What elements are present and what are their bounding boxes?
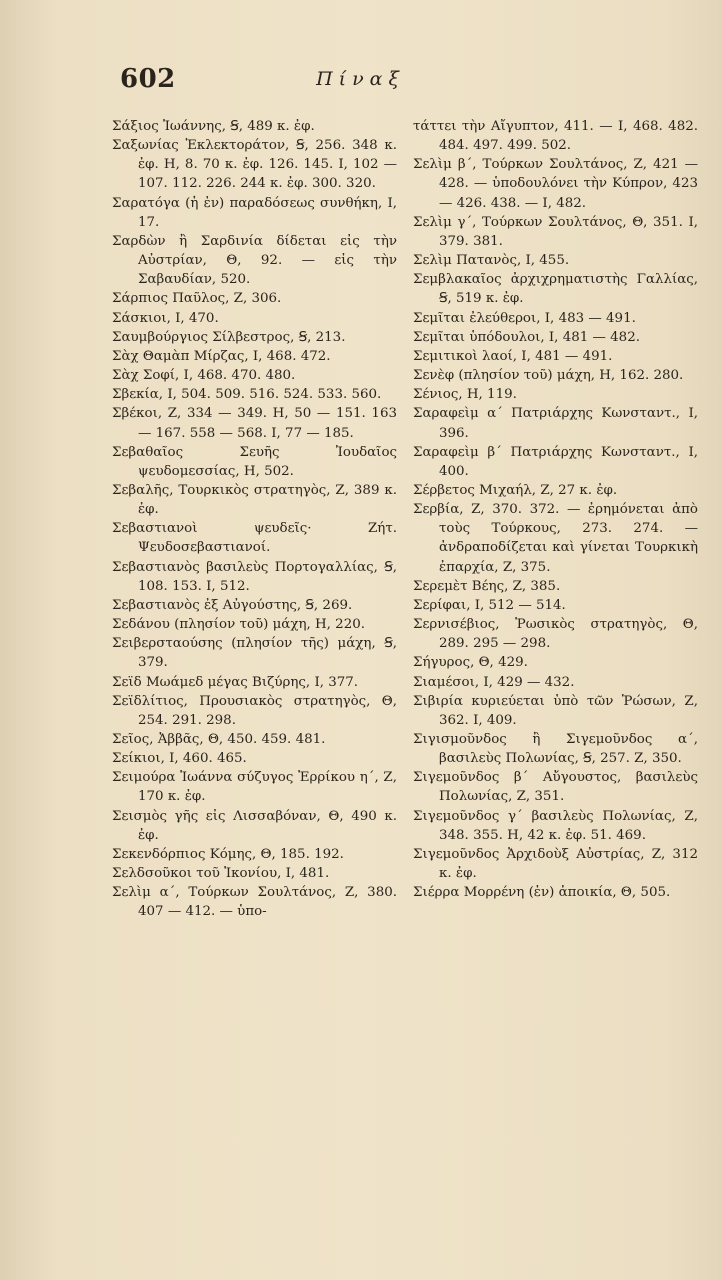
index-entry: Σειβερσταούσης (πλησίον τῆς) μάχη, Ꞩ, 379. [112, 636, 397, 671]
index-entry: Σάσκιοι, Ι, 470. [112, 310, 219, 326]
index-entry: Σὰχ Σοφί, Ι, 468. 470. 480. [112, 368, 296, 384]
index-entry: Σενὲφ (πλησίον τοῦ) μάχη, Η, 162. 280. [413, 368, 684, 384]
index-entry: τάττει τὴν Αἴγυπτον, 411. — Ι, 468. 482. 484. 497. 499. 502. [413, 119, 698, 154]
index-entry: Σαξωνίας Ἐκλεκτοράτον, Ꞩ, 256. 348 κ. ἐφ. Η, 8. 70 κ. ἐφ. 126. 145. Ι, 102 — 107. 112. 226. 244 κ. ἐφ. 300. 320. [112, 138, 397, 192]
index-entry: Σελὶμ α΄, Τούρκων Σουλτάνος, Ζ, 380. 407 — 412. — ὑπο- [112, 885, 397, 920]
index-entry: Σεβαθαῖος Σευῆς Ἰουδαῖος ψευδομεσσίας, Η, 502. [112, 444, 397, 479]
index-entry: Σιβιρία κυριεύεται ὑπὸ τῶν Ῥώσων, Ζ, 362. Ι, 409. [413, 693, 698, 728]
index-entry: Σαραφεὶμ α΄ Πατριάρχης Κωνσταντ., Ι, 396. [413, 406, 698, 441]
index-entry: Σβέκοι, Ζ, 334 — 349. Η, 50 — 151. 163 — 167. 558 — 568. Ι, 77 — 185. [112, 406, 397, 441]
index-entry: Σιγισμοῦνδος ἢ Σιγεμοῦνδος α΄, βασιλεὺς Πολωνίας, Ꞩ, 257. Ζ, 350. [413, 732, 698, 767]
index-entry: Σελὶμ Πατανὸς, Ι, 455. [413, 253, 570, 269]
index-entry: Σβεκία, Ι, 504. 509. 516. 524. 533. 560. [112, 387, 382, 403]
page-number: 602 [120, 64, 176, 94]
index-entry: Σερβία, Ζ, 370. 372. — ἐρημόνεται ἀπὸ τοὺς Τούρκους, 273. 274. — ἀνδραποδίζεται καὶ γίνεται Τουρκικὴ ἐπαρχία, Ζ, 375. [413, 502, 698, 575]
index-entry: Σεβαστιανὸς ἐξ Αὐγούστης, Ꞩ, 269. [112, 597, 353, 613]
index-entry: Σεβαλῆς, Τουρκικὸς στρατηγὸς, Ζ, 389 κ. ἐφ. [112, 482, 397, 518]
index-entry: Σαρδὼν ἢ Σαρδινία δίδεται εἰς τὴν Αὐστρίαν, Θ, 92. — εἰς τὴν Σαβαυδίαν, 520. [112, 233, 397, 288]
index-entry: Σιγεμοῦνδος β΄ Αὔγουστος, βασιλεὺς Πολωνίας, Ζ, 351. [413, 770, 698, 805]
index-entry: Σεμιτικοὶ λαοί, Ι, 481 — 491. [413, 348, 613, 364]
index-entry: Σιγεμοῦνδος γ΄ βασιλεὺς Πολωνίας, Ζ, 348. 355. Η, 42 κ. ἐφ. 51. 469. [413, 808, 698, 843]
index-entry: Σελδσοῦκοι τοῦ Ἰκονίου, Ι, 481. [112, 866, 330, 882]
index-entry: Σάρπιος Παῦλος, Ζ, 306. [112, 291, 282, 307]
index-entry: Σαραφεὶμ β΄ Πατριάρχης Κωνσταντ., Ι, 400. [413, 444, 698, 479]
index-entry: Σέρβετος Μιχαήλ, Ζ, 27 κ. ἐφ. [413, 482, 618, 498]
index-entry: Σείκιοι, Ι, 460. 465. [112, 751, 247, 767]
index-entry: Σαρατόγα (ἡ ἐν) παραδόσεως συνθήκη, Ι, 17. [112, 195, 397, 230]
index-entry: Σεδάνου (πλησίον τοῦ) μάχη, Η, 220. [112, 617, 365, 633]
index-entry: Σεῖος, Ἀββᾶς, Θ, 450. 459. 481. [112, 732, 326, 747]
page-header [0, 64, 721, 104]
index-entry: Σεϊδλίτιος, Προυσιακὸς στρατηγὸς, Θ, 254. 291. 298. [112, 693, 397, 728]
index-entry: Σερίφαι, Ι, 512 — 514. [413, 597, 566, 613]
index-entry: Σεμβλακαῖος ἀρχιχρηματιστὴς Γαλλίας, Ꞩ, 519 κ. ἐφ. [413, 272, 698, 307]
index-entry: Σελὶμ β΄, Τούρκων Σουλτάνος, Ζ, 421 — 428. — ὑποδουλόνει τὴν Κύπρον, 423 — 426. 438. — Ι, 482. [413, 157, 698, 211]
index-entry: Σιαμέσοι, Ι, 429 — 432. [413, 674, 575, 690]
index-entry: Σεισμὸς γῆς εἰς Λισσαβόναν, Θ, 490 κ. ἐφ. [112, 808, 397, 843]
index-entry: Σελὶμ γ΄, Τούρκων Σουλτάνος, Θ, 351. Ι, 379. 381. [413, 214, 698, 249]
index-column-left [112, 117, 397, 922]
index-column-right [413, 117, 698, 902]
index-entry: Σεμῖται ὑπόδουλοι, Ι, 481 — 482. [413, 329, 640, 345]
index-entry: Σάξιος Ἰωάννης, Ꞩ, 489 κ. ἐφ. [112, 119, 315, 134]
index-entry: Σερεμὲτ Βέης, Ζ, 385. [413, 578, 561, 594]
index-entry: Σὰχ Θαμὰπ Μίρζας, Ι, 468. 472. [112, 348, 331, 364]
index-entry: Σειμούρα Ἰωάννα σύζυγος Ἐρρίκου η΄, Ζ, 170 κ. ἐφ. [112, 770, 397, 805]
index-entry: Σεϊδ Μωάμεδ μέγας Βιζύρης, Ι, 377. [112, 674, 359, 690]
index-entry: Σεβαστιανὸς βασιλεὺς Πορτογαλλίας, Ꞩ, 108. 153. Ι, 512. [112, 559, 397, 594]
index-entry: Σερνισέβιος, Ῥωσικὸς στρατηγὸς, Θ, 289. 295 — 298. [413, 617, 698, 652]
index-entry: Σιγεμοῦνδος Ἀρχιδοὺξ Αὐστρίας, Ζ, 312 κ. ἐφ. [413, 846, 698, 882]
index-entry: Σένιος, Η, 119. [413, 387, 517, 403]
index-entry: Σεβαστιανοὶ ψευδεῖς· Ζήτ. Ψευδοσεβαστιανοί. [112, 521, 397, 556]
running-title: Πίναξ [316, 68, 405, 90]
index-entry: Σεκενδόρπιος Κόμης, Θ, 185. 192. [112, 846, 344, 862]
index-entry: Σεμῖται ἐλεύθεροι, Ι, 483 — 491. [413, 310, 636, 326]
index-entry: Σήγυρος, Θ, 429. [413, 655, 528, 671]
index-entry: Σαυμβούργιος Σίλβεστρος, Ꞩ, 213. [112, 329, 346, 345]
index-entry: Σιέρρα Μορρένη (ἐν) ἀποικία, Θ, 505. [413, 885, 671, 901]
